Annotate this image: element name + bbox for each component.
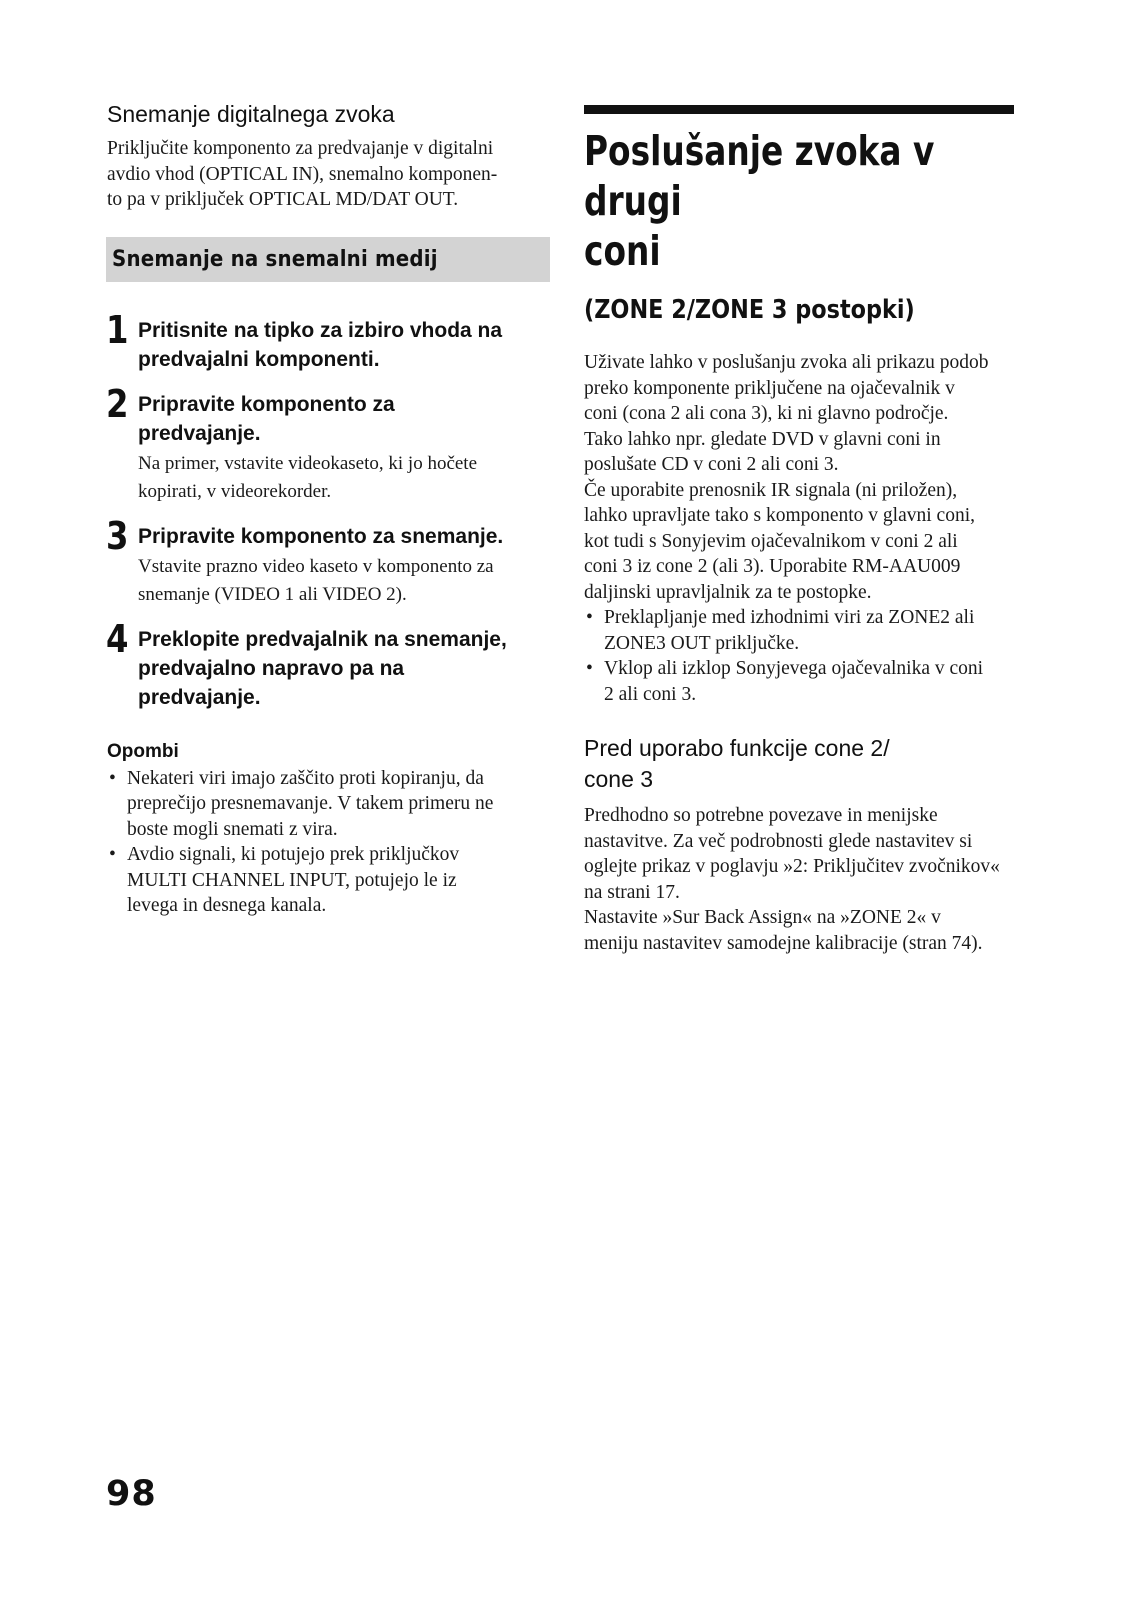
pred-uporabo-heading: Pred uporabo funkcije cone 2/ cone 3 <box>584 735 890 792</box>
list-item: • Preklapljanje med izhodnimi viri za ZONE2 ali ZONE3 OUT priključke. <box>586 607 975 654</box>
title-rule <box>584 105 1014 114</box>
section-bar-title: Snemanje na snemalni medij <box>112 246 438 272</box>
notes-list <box>107 766 547 919</box>
bullet-icon: • <box>586 658 593 679</box>
section-bar-recording <box>106 237 550 282</box>
step-title: Pritisnite na tipko za izbiro vhoda na predvajalni komponenti. <box>138 318 503 371</box>
intro-text: Uživate lahko v poslušanju zvoka ali prikazu podob preko komponente priključene na ojačevalnik v coni (cona 2 ali cona 3), ki ni glavno področje. Tako lahko npr. gledate DVD v glavni coni in poslušate CD v coni 2 ali coni 3. Če uporabite prenosnik IR signala (ni priložen), lahko upravljate tako s komponento v glavni coni, kot tudi s Sonyjevim ojačevalnikom v coni 2 ali coni 3 iz cone 2 (ali 3). Uporabite RM-AAU009 daljinski upravljalnik za te postopke. <box>584 352 989 603</box>
zone-features-list <box>584 605 1026 707</box>
bullet-icon: • <box>109 844 116 865</box>
bullet-icon: • <box>586 607 593 628</box>
page-subtitle: (ZONE 2/ZONE 3 postopki) <box>584 295 915 325</box>
step-title: Preklopite predvajalnik na snemanje, predvajalno napravo pa na predvajanje. <box>138 627 507 709</box>
list-item: • Avdio signali, ki potujejo prek priključkov MULTI CHANNEL INPUT, potujejo le iz levega in desnega kanala. <box>109 844 460 916</box>
step-number: 2 <box>106 381 129 426</box>
step-title: Pripravite komponento za predvajanje. <box>138 392 395 445</box>
notes-title: Opombi <box>107 740 179 762</box>
list-item: • Vklop ali izklop Sonyjevega ojačevalnika v coni 2 ali coni 3. <box>586 658 984 705</box>
list-item: • Nekateri viri imajo zaščito proti kopiranju, da preprečijo presnemavanje. V takem primeru ne boste mogli snemati z vira. <box>109 767 494 840</box>
step-number: 3 <box>106 513 129 558</box>
step-2 <box>106 381 547 506</box>
right-column <box>584 105 1026 956</box>
pred-uporabo-text: Predhodno so potrebne povezave in menijske nastavitve. Za več podrobnosti glede nastavitev si oglejte prikaz v poglavju »2: Priključitev zvočnikov« na strani 17. Nastavite »Sur Back Assign« na »ZONE 2« v meniju nastavitev samodejne kalibracije (stran 74). <box>584 805 1000 954</box>
step-body: Na primer, vstavite videokaseto, ki jo hočete kopirati, v videorekorder. <box>138 452 478 502</box>
step-4 <box>106 616 547 712</box>
page-title: Poslušanje zvoka v drugi coni <box>584 127 935 275</box>
step-1 <box>106 307 547 374</box>
digital-recording-heading: Snemanje digitalnega zvoka <box>107 101 395 127</box>
digital-recording-text: Priključite komponento za predvajanje v digitalni avdio vhod (OPTICAL IN), snemalno komponen- to pa v priključek OPTICAL MD/DAT OUT. <box>107 138 498 210</box>
step-body: Vstavite prazno video kaseto v komponento za snemanje (VIDEO 1 ali VIDEO 2). <box>138 555 494 605</box>
left-column <box>107 100 547 919</box>
page-number: 98 <box>106 1474 157 1514</box>
step-title: Pripravite komponento za snemanje. <box>138 524 504 548</box>
bullet-icon: • <box>109 767 116 789</box>
step-number: 4 <box>106 616 129 661</box>
steps-list <box>106 307 547 712</box>
step-number: 1 <box>106 307 129 352</box>
step-3 <box>106 513 547 609</box>
